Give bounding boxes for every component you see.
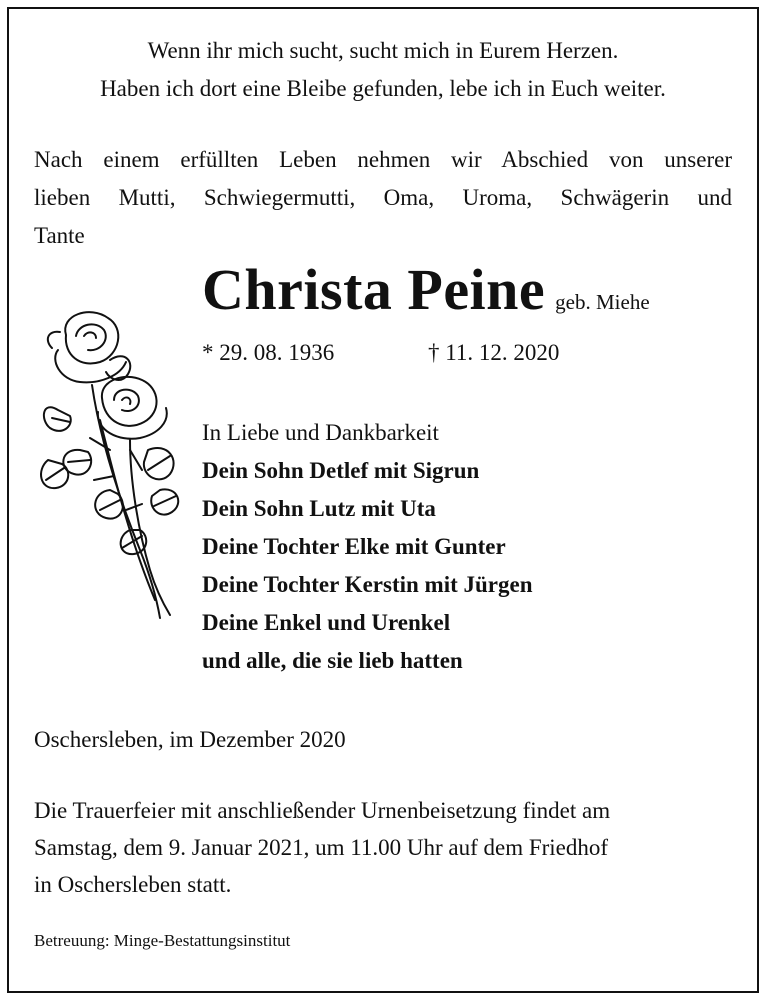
motto-line-1: Wenn ihr mich sucht, sucht mich in Eurem Herzen. — [147, 38, 619, 63]
mourner-3: Deine Tochter Elke mit Gunter — [202, 534, 506, 559]
funeral-info — [34, 792, 732, 903]
deceased-name: Christa Peine — [202, 257, 546, 322]
intro-line-3: Tante — [34, 223, 85, 248]
death-date: † 11. 12. 2020 — [428, 340, 560, 365]
mourner-2: Dein Sohn Lutz mit Uta — [202, 496, 436, 521]
maiden-name: geb. Miehe — [555, 290, 650, 314]
mourner-1: Dein Sohn Detlef mit Sigrun — [202, 458, 480, 483]
motto-line-2: Haben ich dort eine Bleibe gefunden, lebe ich in Euch weiter. — [100, 76, 666, 101]
birth-date: * 29. 08. 1936 — [202, 340, 335, 365]
intro-text — [34, 141, 732, 255]
funeral-line-3: in Oschersleben statt. — [34, 872, 232, 897]
mourners-lead: In Liebe und Dankbarkeit — [202, 420, 439, 445]
mourner-5: Deine Enkel und Urenkel — [202, 610, 451, 635]
mourner-6: und alle, die sie lieb hatten — [202, 648, 463, 673]
mourner-4: Deine Tochter Kerstin mit Jürgen — [202, 572, 533, 597]
intro-line-1: Nach einem erfüllten Leben nehmen wir Abschied von unserer — [34, 147, 732, 172]
intro-line-2: lieben Mutti, Schwiegermutti, Oma, Uroma, Schwägerin und — [34, 185, 732, 210]
care-notice: Betreuung: Minge-Bestattungsinstitut — [34, 931, 291, 950]
funeral-line-2: Samstag, dem 9. Januar 2021, um 11.00 Uhr auf dem Friedhof — [34, 835, 609, 860]
deceased-name-block — [202, 258, 650, 334]
funeral-line-1: Die Trauerfeier mit anschließender Urnenbeisetzung findet am — [34, 798, 611, 823]
roses-illustration-icon — [30, 300, 190, 630]
place-date: Oschersleben, im Dezember 2020 — [34, 727, 346, 752]
